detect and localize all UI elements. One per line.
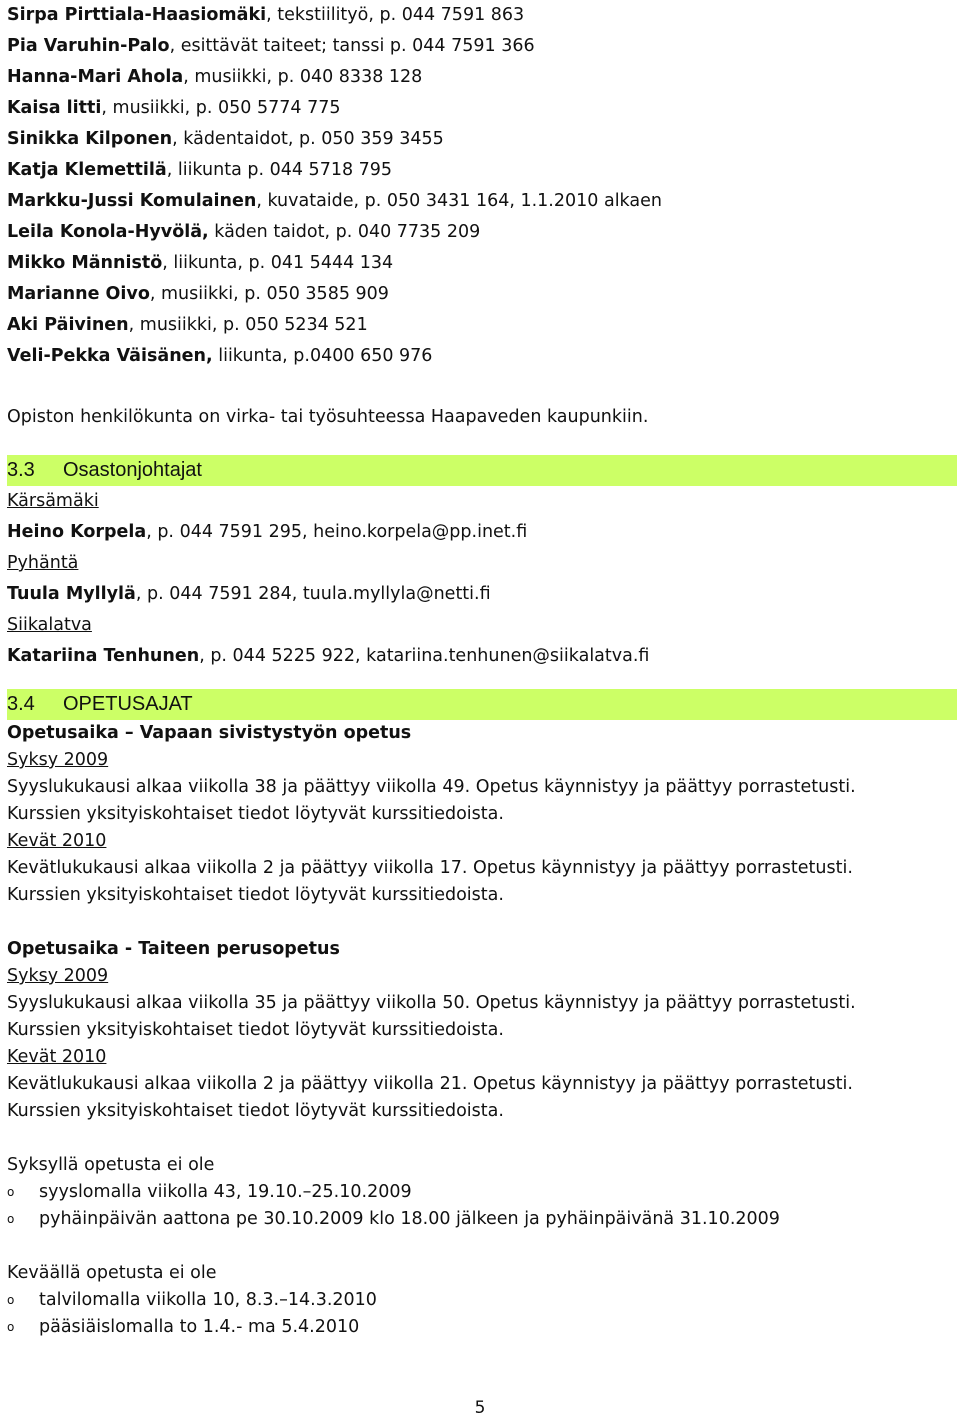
term-note: Kurssien yksityiskohtaiset tiedot löytyvät kurssitiedoista. [7,885,504,905]
staff-info: , tekstiilityö, p. 044 7591 863 [266,5,525,25]
teaching-block-taiteen [7,936,957,1125]
bullet-icon: o [7,1185,15,1199]
term-note: Kurssien yksityiskohtaiset tiedot löytyvät kurssitiedoista. [7,1101,504,1121]
section-number: 3.3 [7,459,35,481]
staff-name: Hanna-Mari Ahola [7,67,184,87]
spacer [7,433,957,455]
section-heading-opetusajat [7,689,957,720]
teaching-block-vapaa [7,720,957,909]
staff-entry [7,186,957,217]
term-text: Syyslukukausi alkaa viikolla 38 ja päättyy viikolla 49. Opetus käynnistyy ja päättyy porrastetusti. [7,777,856,797]
list-item-text: pääsiäislomalla to 1.4.- ma 5.4.2010 [39,1317,360,1337]
term-text: Kevätlukukausi alkaa viikolla 2 ja päättyy viikolla 17. Opetus käynnistyy ja päättyy porrastetusti. [7,858,853,878]
section-number: 3.4 [7,693,35,715]
head-contact: , p. 044 7591 295, heino.korpela@pp.inet.fi [146,522,528,542]
section-title: Osastonjohtajat [63,459,202,481]
staff-info: käden taidot, p. 040 7735 209 [208,222,481,242]
bullet-icon: o [7,1293,15,1307]
no-teaching-spring [7,1260,957,1341]
head-name: Katariina Tenhunen [7,646,200,666]
no-teaching-label: Keväällä opetusta ei ole [7,1263,217,1283]
place-label: Pyhäntä [7,553,79,573]
staff-entry [7,248,957,279]
term-note: Kurssien yksityiskohtaiset tiedot löytyvät kurssitiedoista. [7,804,504,824]
staff-entry [7,31,957,62]
term-note: Kurssien yksityiskohtaiset tiedot löytyvät kurssitiedoista. [7,1020,504,1040]
staff-name: Veli-Pekka Väisänen, [7,346,213,366]
staff-info: , musiikki, p. 050 3585 909 [149,284,389,304]
staff-entry [7,341,957,372]
term-label: Kevät 2010 [7,1047,107,1067]
department-head [7,579,957,610]
staff-name: Sinikka Kilponen [7,129,173,149]
page-number: 5 [474,1398,486,1418]
staff-info: , musiikki, p. 050 5234 521 [128,315,368,335]
no-teaching-label: Syksyllä opetusta ei ole [7,1155,215,1175]
staff-info: , musiikki, p. 040 8338 128 [183,67,423,87]
bullet-icon: o [7,1320,15,1334]
staff-entry [7,124,957,155]
head-contact: , p. 044 7591 284, tuula.myllyla@netti.fi [135,584,491,604]
staff-entry [7,93,957,124]
staff-info: , esittävät taiteet; tanssi p. 044 7591 366 [169,36,535,56]
list-item [7,1287,957,1314]
staff-name: Markku-Jussi Komulainen [7,191,257,211]
staff-name: Pia Varuhin-Palo [7,36,170,56]
staff-entry [7,155,957,186]
list-item-text: talvilomalla viikolla 10, 8.3.–14.3.2010 [39,1290,377,1310]
head-name: Tuula Myllylä [7,584,136,604]
list-item [7,1179,957,1206]
department-head [7,641,957,672]
staff-entry [7,279,957,310]
staff-name: Leila Konola-Hyvölä, [7,222,209,242]
staff-info: , kädentaidot, p. 050 359 3455 [172,129,444,149]
term-label: Syksy 2009 [7,966,109,986]
staff-name: Kaisa litti [7,98,102,118]
staff-entry [7,310,957,341]
list-item [7,1314,957,1341]
staff-entry [7,217,957,248]
staff-name: Katja Klemettilä [7,160,167,180]
staff-name: Aki Päivinen [7,315,129,335]
section-title: OPETUSAJAT [63,693,193,715]
term-label: Syksy 2009 [7,750,109,770]
head-name: Heino Korpela [7,522,147,542]
staff-list [7,0,957,372]
block-heading: Opetusaika – Vapaan sivistystyön opetus [7,723,412,743]
staff-info: , liikunta p. 044 5718 795 [166,160,393,180]
head-contact: , p. 044 5225 922, katariina.tenhunen@siikalatva.fi [199,646,650,666]
no-teaching-autumn [7,1152,957,1233]
spacer [7,1233,957,1260]
staff-info: , musiikki, p. 050 5774 775 [101,98,341,118]
staff-name: Sirpa Pirttiala-Haasiomäki [7,5,267,25]
spacer [7,372,957,402]
department-head [7,517,957,548]
spacer [7,909,957,936]
place-label: Kärsämäki [7,491,99,511]
staff-info: , liikunta, p. 041 5444 134 [162,253,394,273]
employment-note: Opiston henkilökunta on virka- tai työsuhteessa Haapaveden kaupunkiin. [7,407,649,427]
list-item-text: pyhäinpäivän aattona pe 30.10.2009 klo 18.00 jälkeen ja pyhäinpäivänä 31.10.2009 [39,1209,780,1229]
staff-info: , kuvataide, p. 050 3431 164, 1.1.2010 alkaen [256,191,662,211]
term-text: Syyslukukausi alkaa viikolla 35 ja päättyy viikolla 50. Opetus käynnistyy ja päättyy porrastetusti. [7,993,856,1013]
staff-info: liikunta, p.0400 650 976 [212,346,433,366]
block-heading: Opetusaika - Taiteen perusopetus [7,939,340,959]
list-item [7,1206,957,1233]
document-page [7,0,957,1341]
spacer [7,1125,957,1152]
staff-entry [7,62,957,93]
place-label: Siikalatva [7,615,92,635]
bullet-icon: o [7,1212,15,1226]
staff-name: Marianne Oivo [7,284,150,304]
term-label: Kevät 2010 [7,831,107,851]
spacer [7,672,957,689]
term-text: Kevätlukukausi alkaa viikolla 2 ja päättyy viikolla 21. Opetus käynnistyy ja päättyy porrastetusti. [7,1074,853,1094]
staff-entry [7,0,957,31]
staff-name: Mikko Männistö [7,253,163,273]
section-heading-osastonjohtajat [7,455,957,486]
list-item-text: syyslomalla viikolla 43, 19.10.–25.10.2009 [39,1182,412,1202]
